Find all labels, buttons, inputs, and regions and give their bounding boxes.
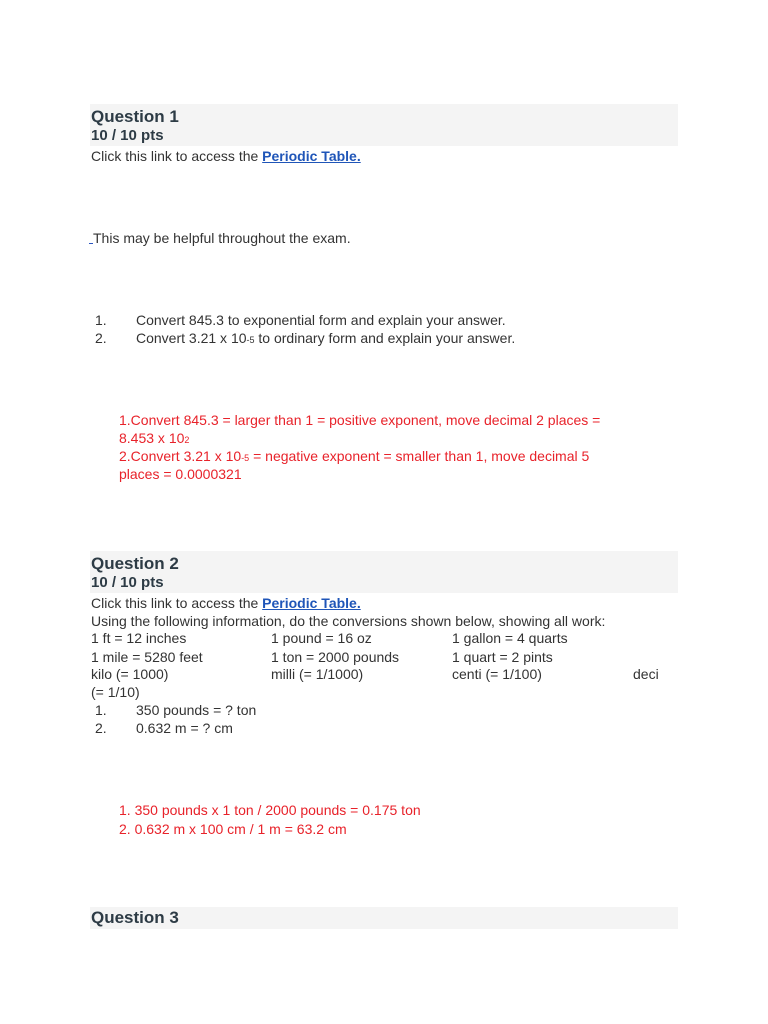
periodic-table-link[interactable]: Periodic Table.: [262, 148, 361, 164]
q2-answer-line-2: 2. 0.632 m x 100 cm / 1 m = 63.2 cm: [119, 821, 347, 837]
q1-answer-line-2: 8.453 x 102: [119, 430, 190, 446]
q1-item-1-text: Convert 845.3 to exponential form and explain your answer.: [136, 312, 506, 328]
question-1-header: [90, 104, 678, 146]
q2-item-2-num: 2.: [95, 720, 107, 736]
q1-answer-line-1: 1.Convert 845.3 = larger than 1 = positive exponent, move decimal 2 places =: [119, 412, 601, 428]
q2-answer-line-1: 1. 350 pounds x 1 ton / 2000 pounds = 0.175 ton: [119, 802, 421, 818]
conversion-cell: centi (= 1/100): [452, 666, 542, 682]
q1-answer-line-4: places = 0.0000321: [119, 466, 242, 482]
q2-item-1-num: 1.: [95, 702, 107, 718]
q1-answer-line-3: 2.Convert 3.21 x 10-5 = negative exponent = smaller than 1, move decimal 5: [119, 448, 590, 464]
question-2-header: [90, 551, 678, 593]
q2-item-1-text: 350 pounds = ? ton: [136, 702, 257, 718]
intro-text: Click this link to access the: [91, 148, 263, 164]
q1-item-1-num: 1.: [95, 312, 107, 328]
q1-item-2-text: Convert 3.21 x 10-5 to ordinary form and explain your answer.: [136, 330, 516, 346]
conversion-cell: milli (= 1/1000): [271, 666, 364, 682]
question-3-title: Question 3: [91, 908, 179, 927]
conversion-cell: 1 mile = 5280 feet: [91, 649, 203, 665]
conversion-cell: 1 ft = 12 inches: [91, 630, 187, 646]
question-2-intro: [91, 594, 361, 612]
question-2-title: Question 2: [91, 554, 179, 573]
periodic-table-link[interactable]: Periodic Table.: [262, 595, 361, 611]
q2-instructions: Using the following information, do the conversions shown below, showing all work:: [91, 613, 606, 629]
helpful-note: This may be helpful throughout the exam.: [93, 230, 351, 246]
conversion-cell: deci: [633, 666, 659, 682]
intro-text: Click this link to access the: [91, 595, 263, 611]
question-1-title: Question 1: [91, 107, 179, 126]
q1-item-2-num: 2.: [95, 330, 107, 346]
conversion-cell: (= 1/10): [91, 684, 140, 700]
question-2-points: 10 / 10 pts: [91, 574, 164, 591]
question-1-points: 10 / 10 pts: [91, 127, 164, 144]
question-1-intro: [91, 147, 361, 165]
q2-item-2-text: 0.632 m = ? cm: [136, 720, 233, 736]
conversion-cell: 1 pound = 16 oz: [271, 630, 372, 646]
conversion-cell: 1 gallon = 4 quarts: [452, 630, 568, 646]
conversion-cell: 1 ton = 2000 pounds: [271, 649, 400, 665]
conversion-cell: 1 quart = 2 pints: [452, 649, 553, 665]
question-3-header: [90, 907, 678, 929]
conversion-cell: kilo (= 1000): [91, 666, 169, 682]
